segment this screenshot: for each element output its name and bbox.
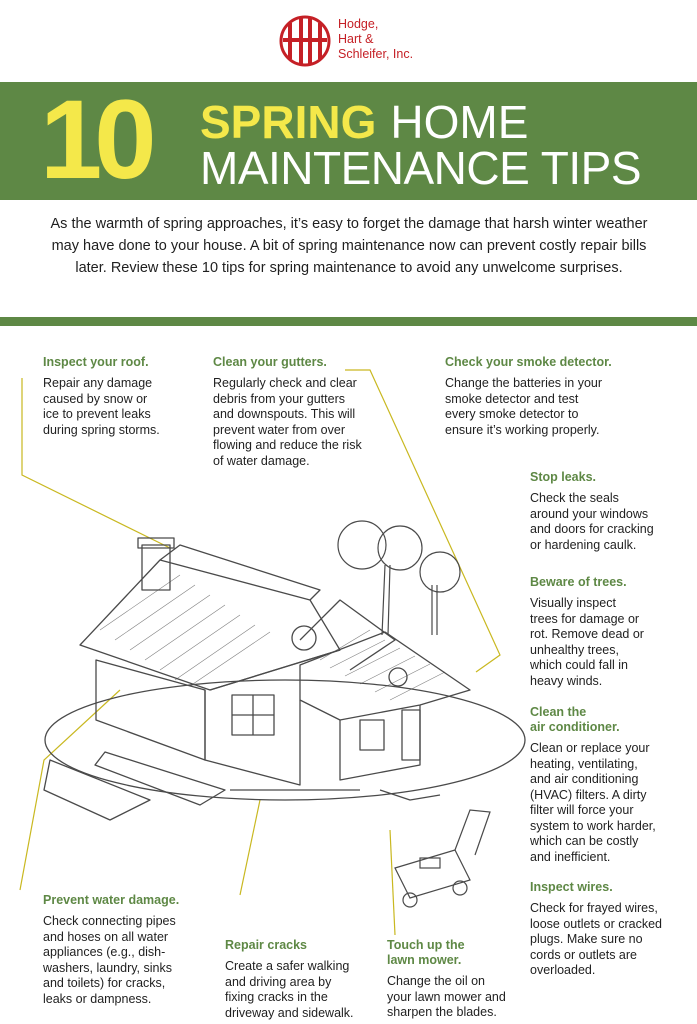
tip-body-line: overloaded. (530, 963, 596, 977)
tip-body-line: Change the oil on (387, 974, 485, 988)
tip-body-line: during spring storms. (43, 422, 160, 437)
tip-body-line: loose outlets or cracked (530, 916, 663, 931)
tip-heading (530, 705, 690, 735)
tip-body-line: of water damage. (213, 453, 310, 468)
tip-body-line: every smoke detector to (445, 407, 579, 421)
hhs-logo-icon (275, 14, 335, 68)
tip-body (530, 741, 690, 865)
tip-repair-cracks (225, 938, 385, 1021)
tip-heading (387, 938, 532, 968)
tip-stop-leaks (530, 470, 690, 553)
tip-body-line: appliances (e.g., dish- (43, 945, 166, 959)
tip-body-line: and downspouts. This will (213, 407, 356, 421)
tip-body-line: your lawn mower and (387, 989, 506, 1004)
lawn-mower-illustration (395, 810, 490, 907)
tip-body-line: leaks or dampness. (43, 991, 152, 1006)
tip-heading: Prevent water damage. (43, 893, 180, 907)
tip-heading: Clean your gutters. (213, 355, 327, 369)
tip-body-line: cords or outlets are (530, 947, 637, 962)
company-line: Hart & (338, 32, 374, 46)
tip-prevent-water-damage (43, 893, 218, 1007)
tip-body-line: Clean or replace your (530, 741, 650, 755)
tip-body-line: sharpen the blades. (387, 1005, 497, 1019)
tip-body-line: around your windows (530, 506, 649, 521)
tip-body-line: which could fall in (530, 658, 628, 672)
tip-beware-trees (530, 575, 690, 689)
tip-body (213, 376, 413, 469)
tip-body-line: Create a safer walking (225, 959, 350, 973)
tip-heading: Inspect your roof. (43, 355, 149, 369)
tip-body (43, 914, 218, 1007)
company-name (338, 17, 458, 62)
tip-body-line: rot. Remove dead or (530, 627, 644, 641)
tip-body-line: which can be costly (530, 834, 639, 848)
tip-heading: Beware of trees. (530, 575, 627, 589)
tip-body-line: smoke detector and test (445, 391, 579, 406)
tip-body-line: ice to prevent leaks (43, 407, 151, 421)
tip-body-line: driveway and sidewalk. (225, 1005, 354, 1020)
tip-body-line: and hoses on all water (43, 929, 169, 944)
tip-body-line: Change the batteries in your (445, 376, 603, 390)
banner-number: 10 (40, 77, 149, 202)
tip-inspect-wires (530, 880, 690, 979)
tip-body (43, 376, 213, 438)
tip-air-conditioner (530, 705, 690, 865)
tip-body-line: plugs. Make sure no (530, 932, 643, 946)
tip-clean-gutters (213, 355, 413, 469)
tip-body-line: Repair any damage (43, 376, 153, 390)
tip-heading-line: air conditioner. (530, 720, 620, 734)
tip-heading: Stop leaks. (530, 470, 596, 484)
tip-body (530, 491, 690, 553)
tip-heading: Repair cracks (225, 938, 308, 952)
tip-body-line: Check connecting pipes (43, 914, 176, 928)
tip-body-line: or hardening caulk. (530, 537, 637, 552)
tip-body (530, 901, 690, 979)
tip-heading-line: Touch up the (387, 938, 465, 952)
tip-smoke-detector (445, 355, 665, 438)
company-line: Schleifer, Inc. (338, 47, 414, 61)
tip-body-line: fixing cracks in the (225, 990, 328, 1004)
tip-body (530, 596, 690, 689)
tip-body-line: (HVAC) filters. A dirty (530, 787, 647, 802)
tip-heading: Inspect wires. (530, 880, 613, 894)
tip-body-line: and driving area by (225, 974, 332, 989)
banner-title-line2: MAINTENANCE TIPS (200, 142, 641, 194)
intro-paragraph: As the warmth of spring approaches, it’s easy to forget the damage that harsh winter weather may have done to your house. A bit of spring maintenance now can prevent costly repair bills later. Review these 10 tips for spring maintenance to avoid any unwelcome surprises. (50, 216, 648, 276)
tip-body-line: caused by snow or (43, 391, 148, 406)
tip-heading-line: Clean the (530, 705, 587, 719)
tip-body-line: ensure it’s working properly. (445, 422, 600, 437)
tip-inspect-roof (43, 355, 213, 438)
tip-body-line: and toilets) for cracks, (43, 976, 166, 990)
tip-body-line: unhealthy trees, (530, 642, 619, 657)
tip-body-line: Check the seals (530, 491, 619, 505)
tip-body (225, 959, 385, 1021)
tip-body-line: and inefficient. (530, 849, 611, 864)
tip-body (445, 376, 665, 438)
tip-body-line: heavy winds. (530, 673, 603, 688)
tip-body-line: trees for damage or (530, 611, 640, 626)
tree-illustration (338, 521, 460, 635)
tip-body-line: filter will force your (530, 803, 634, 817)
banner-title-rest: HOME (390, 96, 529, 148)
tip-body-line: washers, laundry, sinks (43, 960, 172, 975)
tip-body-line: heating, ventilating, (530, 756, 638, 771)
section-divider (0, 317, 697, 326)
tip-body-line: and air conditioning (530, 772, 639, 786)
banner-title-line1 (200, 97, 528, 147)
tip-body-line: prevent water from over (213, 422, 345, 437)
tip-lawn-mower (387, 938, 532, 1021)
tip-body-line: and doors for cracking (530, 522, 654, 536)
tip-body-line: Regularly check and clear (213, 376, 357, 390)
banner-title-highlight: SPRING (200, 96, 377, 148)
tip-heading: Check your smoke detector. (445, 355, 612, 369)
tip-body-line: system to work harder, (530, 818, 656, 833)
tip-body-line: Visually inspect (530, 596, 616, 610)
tip-body-line: debris from your gutters (213, 391, 345, 406)
tip-body-line: Check for frayed wires, (530, 901, 658, 915)
company-line: Hodge, (338, 17, 379, 31)
tip-body (387, 974, 532, 1021)
tip-heading-line: lawn mower. (387, 953, 462, 967)
tip-body-line: flowing and reduce the risk (213, 438, 362, 452)
